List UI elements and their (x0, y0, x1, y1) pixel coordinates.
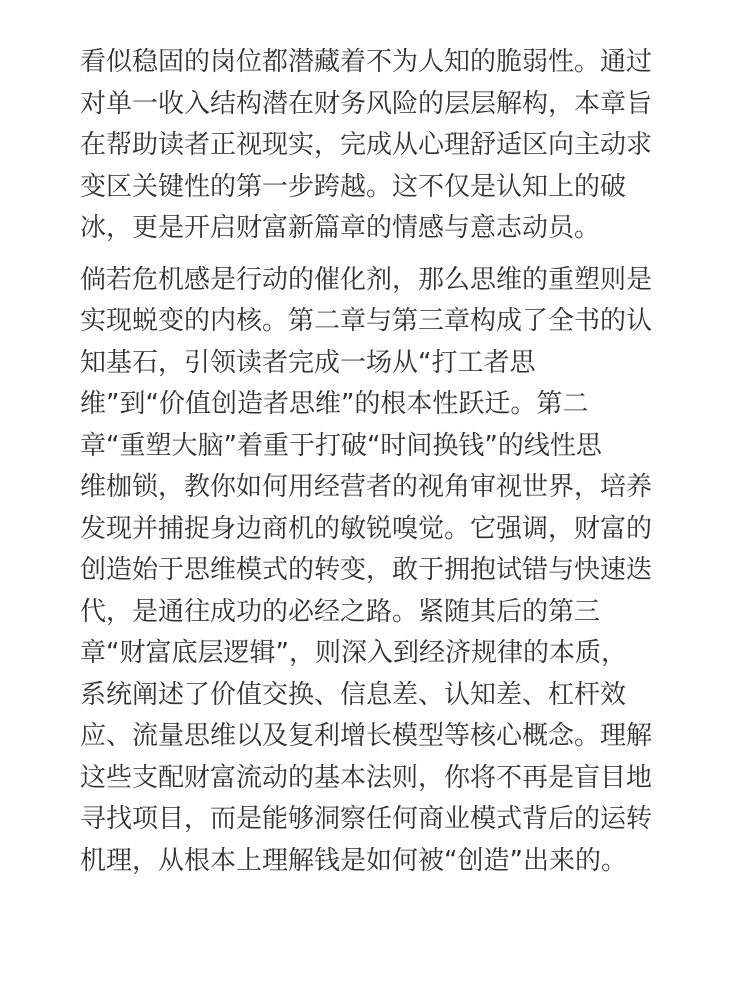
text-line: 看似稳固的岗位都潜藏着不为人知的脆弱性。通过 (80, 47, 653, 77)
text-line: 变区关键性的第一步跨越。这不仅是认知上的破 (80, 171, 627, 202)
text-line: 应、流量思维以及复利增长模型等核心概念。理解 (80, 721, 653, 751)
text-line: 对单一收入结构潜在财务风险的层层解构，本章旨 (80, 88, 653, 119)
text-line: 寻找项目，而是能够洞察任何商业模式背后的运转 (80, 804, 653, 834)
text-line: 知基石，引领读者完成一场从“打工者思 (80, 347, 536, 378)
text-line: 系统阐述了价值交换、信息差、认知差、杠杆效 (80, 679, 627, 710)
text-line: 创造始于思维模式的转变，敢于拥抱试错与快速迭 (80, 555, 653, 585)
text-line: 在帮助读者正视现实，完成从心理舒适区向主动求 (80, 130, 653, 160)
text-line: 发现并捕捉身边商机的敏锐嗅觉。它强调，财富的 (80, 513, 653, 544)
text-line: 倘若危机感是行动的催化剂，那么思维的重塑则是 (80, 264, 653, 295)
text-line: 维枷锁，教你如何用经营者的视角审视世界，培养 (80, 472, 653, 502)
paragraph (80, 42, 678, 250)
text-line: 章“重塑大脑”着重于打破“时间换钱”的线性思 (80, 430, 602, 461)
text-line: 机理，从根本上理解钱是如何被“创造”出来的。 (80, 845, 627, 876)
text-line: 这些支配财富流动的基本法则，你将不再是盲目地 (80, 762, 653, 793)
text-line: 章“财富底层逻辑”，则深入到经济规律的本质， (80, 638, 627, 668)
text-line: 代，是通往成功的必经之路。紧随其后的第三 (80, 596, 601, 627)
text-line: 维”到“价值创造者思维”的根本性跃迁。第二 (80, 389, 589, 419)
text-line: 实现蜕变的内核。第二章与第三章构成了全书的认 (80, 306, 653, 336)
text-line: 冰，更是开启财富新篇章的情感与意志动员。 (80, 213, 601, 243)
paragraph (80, 260, 678, 883)
